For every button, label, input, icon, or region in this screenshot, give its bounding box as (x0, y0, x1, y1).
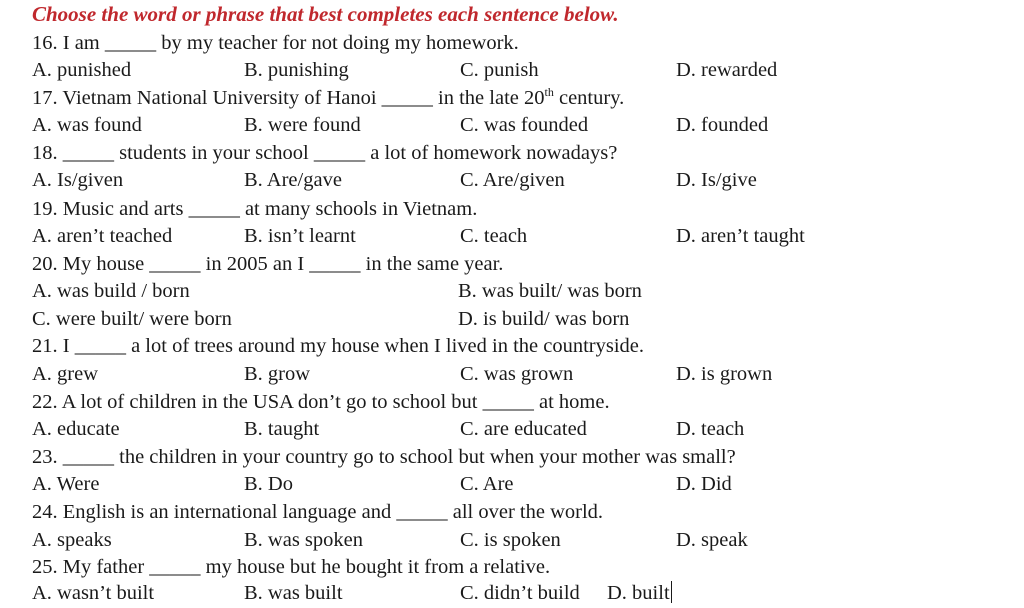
option-c[interactable]: C. teach (460, 225, 528, 247)
option-d[interactable]: D. Is/give (676, 169, 757, 191)
text-cursor (671, 581, 672, 603)
question-17-stem-end: century. (553, 87, 625, 109)
option-b[interactable]: B. were found (244, 114, 361, 136)
option-a[interactable]: A. was found (32, 114, 142, 136)
option-b[interactable]: B. was built (244, 582, 343, 604)
instructions-title: Choose the word or phrase that best completes each sentence below. (32, 2, 619, 26)
option-d[interactable]: D. teach (676, 418, 745, 440)
option-b[interactable]: B. punishing (244, 59, 349, 81)
option-c[interactable]: C. was founded (460, 114, 589, 136)
option-d[interactable]: D. built (607, 582, 670, 604)
option-a[interactable]: A. wasn’t built (32, 582, 155, 604)
option-c[interactable]: C. was grown (460, 363, 574, 385)
option-d[interactable]: D. aren’t taught (676, 225, 805, 247)
option-a[interactable]: A. speaks (32, 529, 112, 551)
option-c[interactable]: C. are educated (460, 418, 587, 440)
option-d[interactable]: D. founded (676, 114, 769, 136)
question-25: 25. My father _____ my house but he bought it from a relative. (32, 556, 551, 578)
option-c[interactable]: C. is spoken (460, 529, 561, 551)
option-a[interactable]: A. Is/given (32, 169, 124, 191)
question-22: 22. A lot of children in the USA don’t go to school but _____ at home. (32, 391, 610, 413)
option-d[interactable]: D. is build/ was born (458, 308, 630, 330)
question-24: 24. English is an international language and _____ all over the world. (32, 501, 604, 523)
option-a[interactable]: A. was build / born (32, 280, 190, 302)
option-b[interactable]: B. Are/gave (244, 169, 342, 191)
option-d-wrapper (607, 580, 672, 607)
question-21: 21. I _____ a lot of trees around my house when I lived in the countryside. (32, 335, 645, 357)
option-a[interactable]: A. aren’t teached (32, 225, 173, 247)
question-17 (32, 85, 624, 112)
option-d[interactable]: D. is grown (676, 363, 773, 385)
option-b[interactable]: B. isn’t learnt (244, 225, 356, 247)
option-b[interactable]: B. was built/ was born (458, 280, 642, 302)
question-20: 20. My house _____ in 2005 an I _____ in the same year. (32, 253, 504, 275)
option-b[interactable]: B. grow (244, 363, 311, 385)
option-a[interactable]: A. Were (32, 473, 100, 495)
option-a[interactable]: A. educate (32, 418, 120, 440)
question-23: 23. _____ the children in your country go to school but when your mother was small? (32, 446, 736, 468)
question-16: 16. I am _____ by my teacher for not doing my homework. (32, 32, 519, 54)
option-b[interactable]: B. was spoken (244, 529, 364, 551)
option-b[interactable]: B. taught (244, 418, 320, 440)
question-18: 18. _____ students in your school _____ a lot of homework nowadays? (32, 142, 618, 164)
option-d[interactable]: D. speak (676, 529, 748, 551)
option-c[interactable]: C. punish (460, 59, 539, 81)
option-b[interactable]: B. Do (244, 473, 293, 495)
option-a[interactable]: A. grew (32, 363, 99, 385)
question-19: 19. Music and arts _____ at many schools in Vietnam. (32, 198, 478, 220)
question-17-stem: 17. Vietnam National University of Hanoi _____ in the late 20 (32, 87, 545, 109)
option-d[interactable]: D. Did (676, 473, 732, 495)
option-c[interactable]: C. were built/ were born (32, 308, 232, 330)
option-c[interactable]: C. didn’t build (460, 582, 580, 604)
option-a[interactable]: A. punished (32, 59, 132, 81)
option-c[interactable]: C. Are (460, 473, 514, 495)
ordinal-suffix: th (544, 85, 554, 99)
option-c[interactable]: C. Are/given (460, 169, 565, 191)
option-d[interactable]: D. rewarded (676, 59, 778, 81)
